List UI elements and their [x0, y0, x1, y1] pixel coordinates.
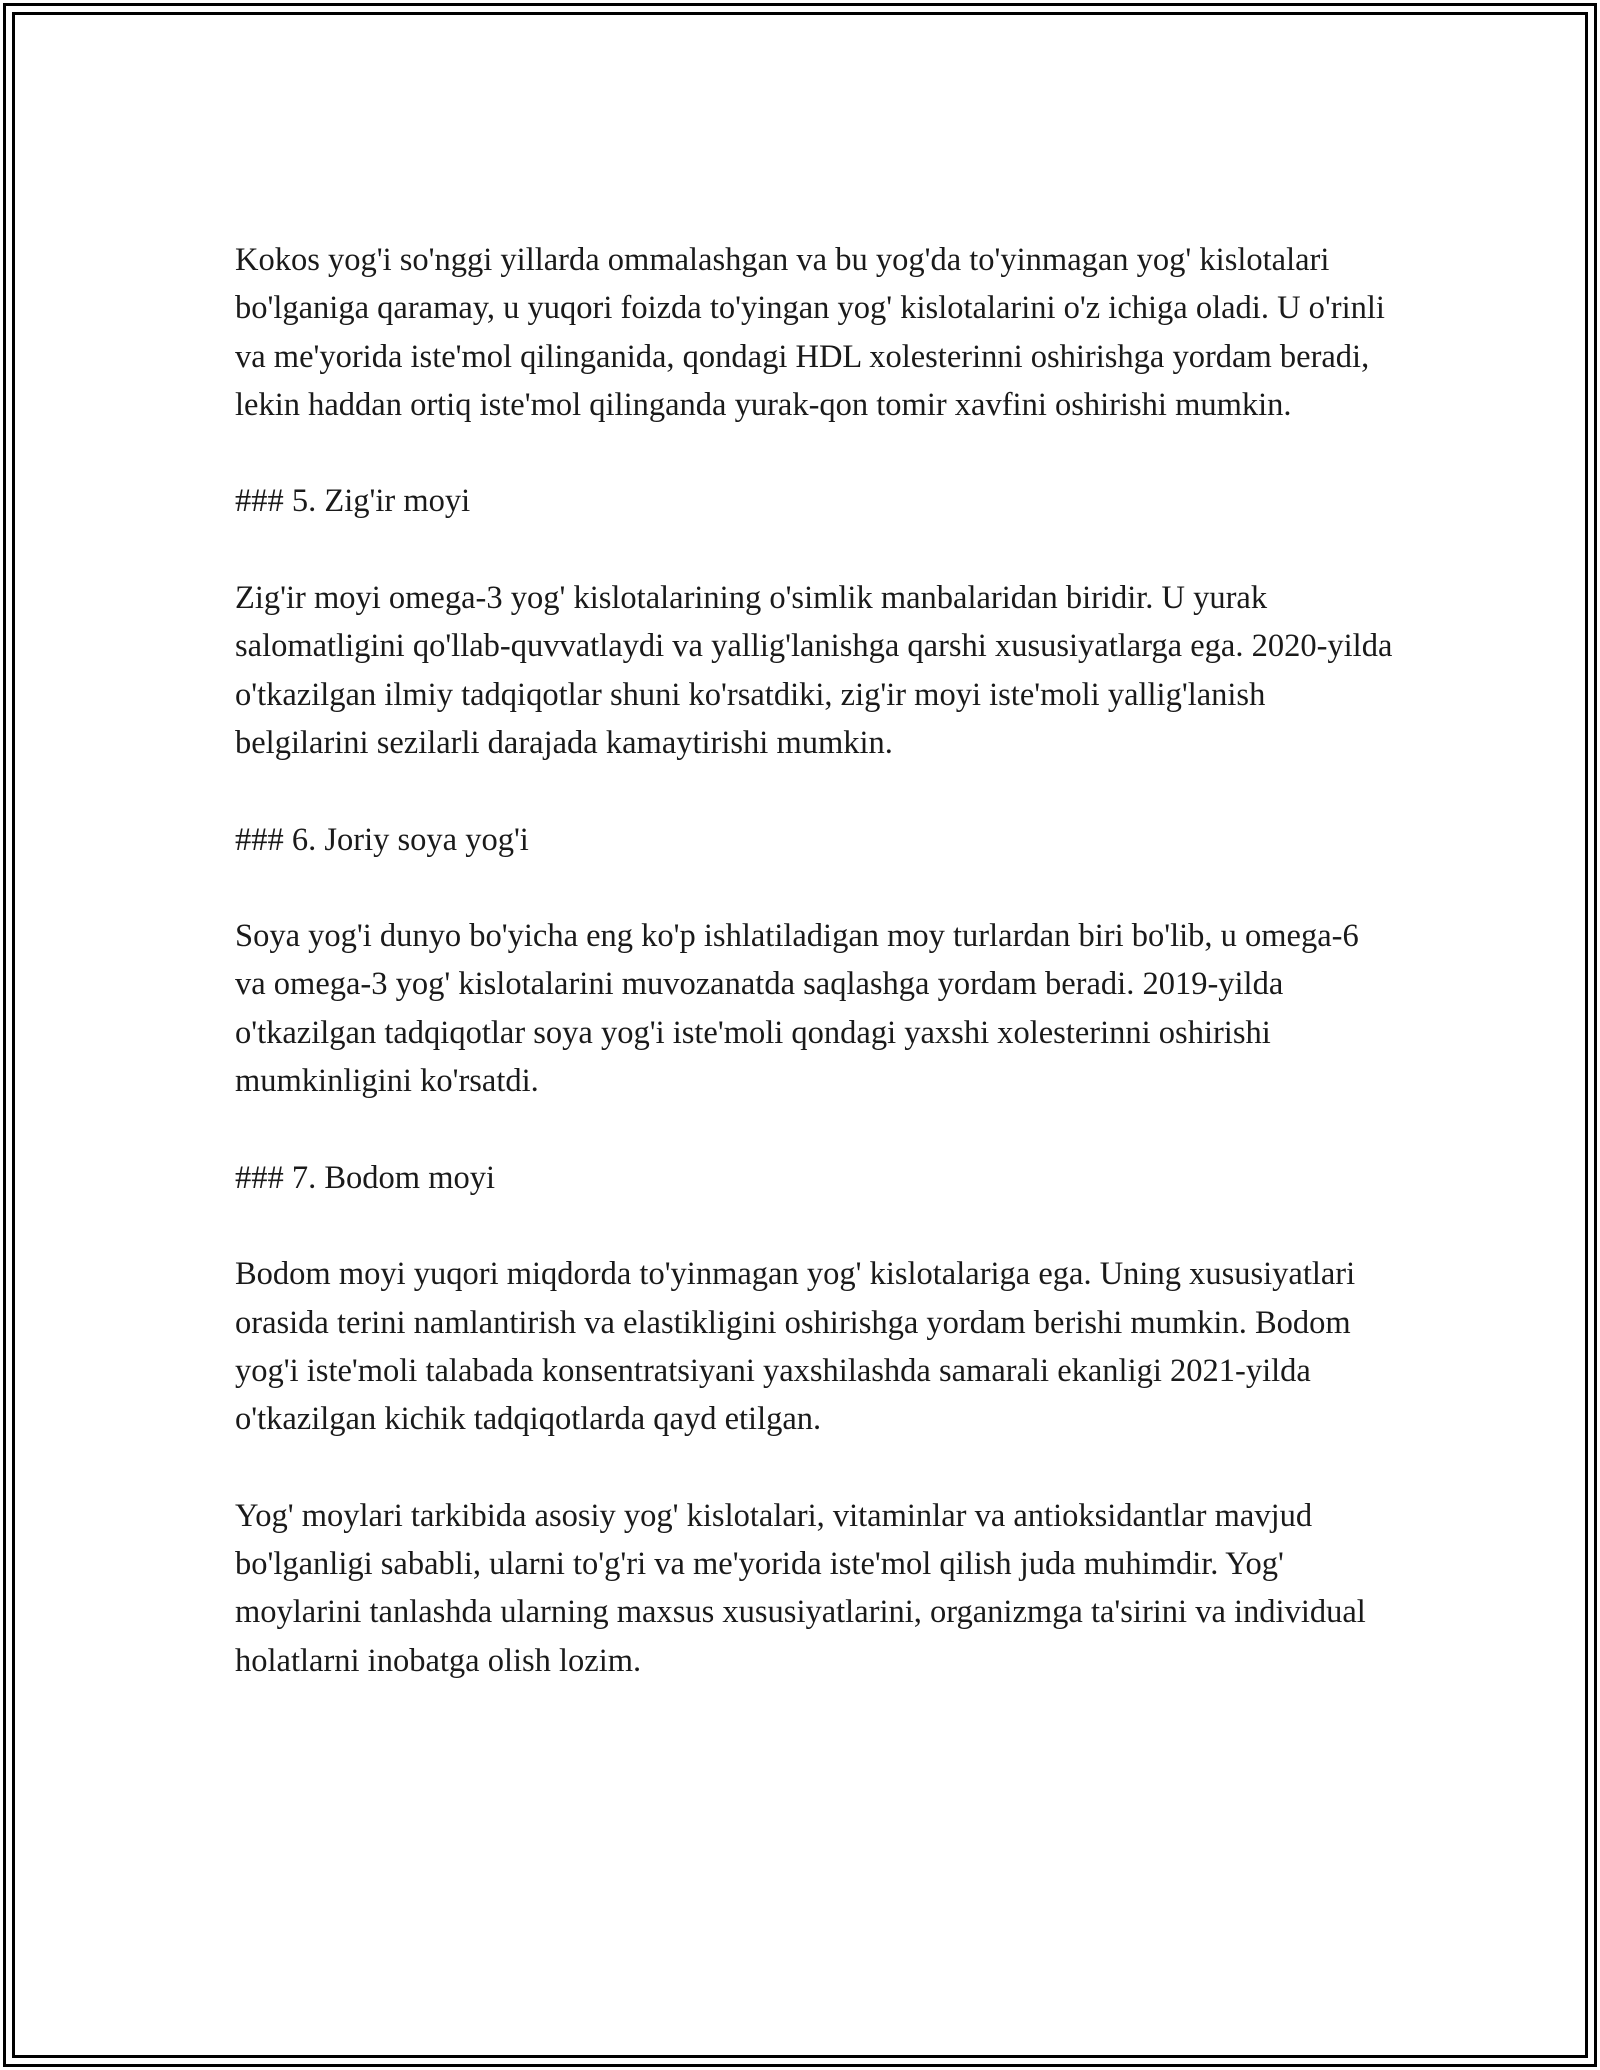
- heading-zigir-moyi: ### 5. Zig'ir moyi: [235, 483, 471, 520]
- paragraph-conclusion: Yog' moylari tarkibida asosiy yog' kislotalari, vitaminlar va antioksidantlar mavjud bo'lganligi sababli, ularni to'g'ri va me'yorida iste'mol qilish juda muhimdir. Yog' moylarini tanlashda ularning maxsus xususiyatlarini, organizmga ta'sirini va individual holatlarni inobatga olish lozim.: [235, 1497, 1366, 1679]
- heading-bodom-moyi: ### 7. Bodom moyi: [235, 1159, 496, 1196]
- paragraph-bodom-moyi: Bodom moyi yuqori miqdorda to'yinmagan yog' kislotalariga ega. Uning xususiyatlari orasida terini namlantirish va elastikligini oshirishga yordam berishi mumkin. Bodom yog'i iste'moli talabada konsentratsiyani yaxshilashda samarali ekanligi 2021-yilda o'tkazilgan kichik tadqiqotlarda qayd etilgan.: [235, 1256, 1356, 1438]
- paragraph-kokos-yogi: Kokos yog'i so'nggi yillarda ommalashgan va bu yog'da to'yinmagan yog' kislotalari bo'lganiga qaramay, u yuqori foizda to'yingan yog' kislotalarini o'z ichiga oladi. U o'rinli va me'yorida iste'mol qilinganida, qondagi HDL xolesterinni oshirishga yordam beradi, lekin haddan ortiq iste'mol qilinganda yurak-qon tomir xavfini oshirishi mumkin.: [235, 242, 1385, 423]
- paragraph-zigir-moyi: Zig'ir moyi omega-3 yog' kislotalarining o'simlik manbalaridan biridir. U yurak salomatligini qo'llab-quvvatlaydi va yallig'lanishga qarshi xususiyatlarga ega. 2020-yilda o'tkazilgan ilmiy tadqiqotlar shuni ko'rsatdiki, zig'ir moyi iste'moli yallig'lanish belgilarini sezilarli darajada kamaytirishi mumkin.: [235, 580, 1393, 761]
- document-body: [235, 236, 1395, 1685]
- heading-soya-yogi: ### 6. Joriy soya yog'i: [235, 821, 529, 858]
- paragraph-soya-yogi: Soya yog'i dunyo bo'yicha eng ko'p ishlatiladigan moy turlardan biri bo'lib, u omega-6 va omega-3 yog' kislotalarini muvozanatda saqlashga yordam beradi. 2019-yilda o'tkazilgan tadqiqotlar soya yog'i iste'moli qondagi yaxshi xolesterinni oshirishi mumkinligini ko'rsatdi.: [235, 918, 1359, 1100]
